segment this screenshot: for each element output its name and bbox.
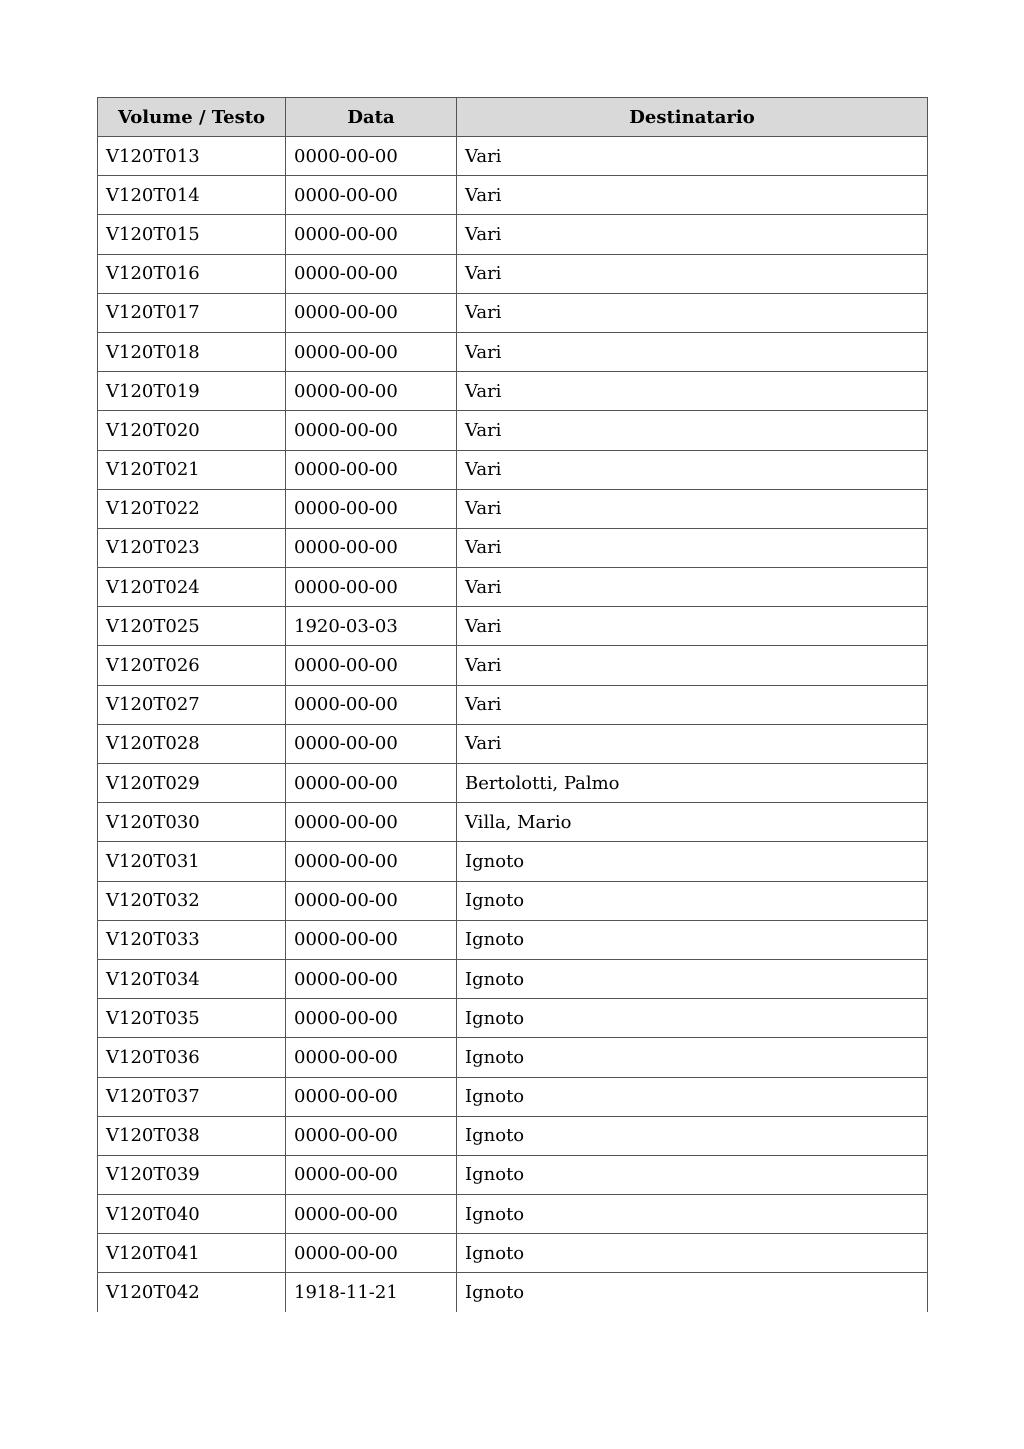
cell-volume-testo: V120T027: [98, 685, 286, 724]
cell-destinatario: Vari: [457, 450, 928, 489]
cell-destinatario: Vari: [457, 724, 928, 763]
cell-volume-testo: V120T033: [98, 920, 286, 959]
table-row: [98, 411, 928, 450]
cell-volume-testo: V120T037: [98, 1077, 286, 1116]
cell-destinatario: Ignoto: [457, 999, 928, 1038]
cell-data: 0000-00-00: [286, 724, 457, 763]
cell-volume-testo: V120T028: [98, 724, 286, 763]
table-row: [98, 646, 928, 685]
cell-data: 0000-00-00: [286, 959, 457, 998]
cell-data: 0000-00-00: [286, 1116, 457, 1155]
table-row: [98, 489, 928, 528]
cell-data: 0000-00-00: [286, 137, 457, 176]
table-row: [98, 1038, 928, 1077]
cell-volume-testo: V120T020: [98, 411, 286, 450]
cell-volume-testo: V120T032: [98, 881, 286, 920]
cell-data: 0000-00-00: [286, 999, 457, 1038]
table-row: [98, 803, 928, 842]
table-row: [98, 881, 928, 920]
cell-data: 0000-00-00: [286, 764, 457, 803]
cell-data: 0000-00-00: [286, 646, 457, 685]
cell-volume-testo: V120T026: [98, 646, 286, 685]
table-row: [98, 1116, 928, 1155]
table-header-row: [98, 98, 928, 137]
table-row: [98, 607, 928, 646]
table-row: [98, 528, 928, 567]
cell-data: 0000-00-00: [286, 176, 457, 215]
cell-data: 0000-00-00: [286, 803, 457, 842]
cell-destinatario: Vari: [457, 293, 928, 332]
header-data: Data: [286, 98, 457, 137]
table-row: [98, 1077, 928, 1116]
cell-volume-testo: V120T039: [98, 1155, 286, 1194]
cell-destinatario: Villa, Mario: [457, 803, 928, 842]
cell-data: 0000-00-00: [286, 489, 457, 528]
table-row: [98, 372, 928, 411]
cell-destinatario: Vari: [457, 411, 928, 450]
cell-destinatario: Ignoto: [457, 1155, 928, 1194]
table-row: [98, 137, 928, 176]
table-row: [98, 959, 928, 998]
cell-data: 0000-00-00: [286, 842, 457, 881]
table-row: [98, 685, 928, 724]
cell-data: 0000-00-00: [286, 215, 457, 254]
table-body: [98, 137, 928, 1312]
table-row: [98, 764, 928, 803]
cell-volume-testo: V120T015: [98, 215, 286, 254]
cell-destinatario: Ignoto: [457, 920, 928, 959]
cell-data: 0000-00-00: [286, 1155, 457, 1194]
table-row: [98, 450, 928, 489]
cell-volume-testo: V120T036: [98, 1038, 286, 1077]
cell-destinatario: Ignoto: [457, 1038, 928, 1077]
cell-volume-testo: V120T024: [98, 568, 286, 607]
cell-destinatario: Vari: [457, 254, 928, 293]
cell-destinatario: Vari: [457, 215, 928, 254]
cell-data: 0000-00-00: [286, 685, 457, 724]
cell-data: 0000-00-00: [286, 254, 457, 293]
cell-volume-testo: V120T029: [98, 764, 286, 803]
table-row: [98, 293, 928, 332]
table-row: [98, 176, 928, 215]
cell-data: 0000-00-00: [286, 1234, 457, 1273]
table-row: [98, 254, 928, 293]
cell-volume-testo: V120T038: [98, 1116, 286, 1155]
cell-data: 0000-00-00: [286, 568, 457, 607]
cell-volume-testo: V120T022: [98, 489, 286, 528]
table-row: [98, 1273, 928, 1312]
cell-data: 0000-00-00: [286, 881, 457, 920]
cell-data: 0000-00-00: [286, 293, 457, 332]
cell-data: 0000-00-00: [286, 372, 457, 411]
cell-destinatario: Vari: [457, 568, 928, 607]
header-volume-testo: Volume / Testo: [98, 98, 286, 137]
cell-data: 0000-00-00: [286, 450, 457, 489]
cell-volume-testo: V120T035: [98, 999, 286, 1038]
cell-volume-testo: V120T023: [98, 528, 286, 567]
cell-data: 0000-00-00: [286, 332, 457, 371]
table-row: [98, 568, 928, 607]
cell-data: 0000-00-00: [286, 920, 457, 959]
cell-data: 0000-00-00: [286, 528, 457, 567]
table-row: [98, 1234, 928, 1273]
cell-volume-testo: V120T019: [98, 372, 286, 411]
cell-volume-testo: V120T018: [98, 332, 286, 371]
cell-volume-testo: V120T016: [98, 254, 286, 293]
cell-destinatario: Bertolotti, Palmo: [457, 764, 928, 803]
header-destinatario: Destinatario: [457, 98, 928, 137]
cell-data: 0000-00-00: [286, 1038, 457, 1077]
cell-destinatario: Vari: [457, 685, 928, 724]
cell-volume-testo: V120T031: [98, 842, 286, 881]
cell-destinatario: Vari: [457, 137, 928, 176]
cell-data: 0000-00-00: [286, 411, 457, 450]
cell-volume-testo: V120T025: [98, 607, 286, 646]
table-row: [98, 215, 928, 254]
cell-destinatario: Ignoto: [457, 1077, 928, 1116]
table-row: [98, 1155, 928, 1194]
cell-volume-testo: V120T040: [98, 1195, 286, 1234]
cell-destinatario: Ignoto: [457, 1116, 928, 1155]
table-row: [98, 332, 928, 371]
cell-destinatario: Ignoto: [457, 1273, 928, 1312]
cell-data: 0000-00-00: [286, 1077, 457, 1116]
cell-data: 1918-11-21: [286, 1273, 457, 1312]
cell-destinatario: Vari: [457, 489, 928, 528]
cell-destinatario: Vari: [457, 372, 928, 411]
cell-destinatario: Ignoto: [457, 881, 928, 920]
table-row: [98, 842, 928, 881]
cell-volume-testo: V120T014: [98, 176, 286, 215]
cell-destinatario: Ignoto: [457, 842, 928, 881]
cell-volume-testo: V120T042: [98, 1273, 286, 1312]
cell-destinatario: Vari: [457, 528, 928, 567]
cell-destinatario: Vari: [457, 607, 928, 646]
cell-data: 1920-03-03: [286, 607, 457, 646]
cell-destinatario: Vari: [457, 176, 928, 215]
table-row: [98, 724, 928, 763]
table-row: [98, 999, 928, 1038]
cell-destinatario: Vari: [457, 332, 928, 371]
cell-volume-testo: V120T030: [98, 803, 286, 842]
table-row: [98, 1195, 928, 1234]
cell-destinatario: Ignoto: [457, 1234, 928, 1273]
cell-destinatario: Vari: [457, 646, 928, 685]
cell-volume-testo: V120T021: [98, 450, 286, 489]
cell-volume-testo: V120T041: [98, 1234, 286, 1273]
cell-volume-testo: V120T017: [98, 293, 286, 332]
table-row: [98, 920, 928, 959]
cell-destinatario: Ignoto: [457, 959, 928, 998]
cell-volume-testo: V120T034: [98, 959, 286, 998]
cell-data: 0000-00-00: [286, 1195, 457, 1234]
letters-table: [97, 97, 928, 1312]
cell-volume-testo: V120T013: [98, 137, 286, 176]
cell-destinatario: Ignoto: [457, 1195, 928, 1234]
